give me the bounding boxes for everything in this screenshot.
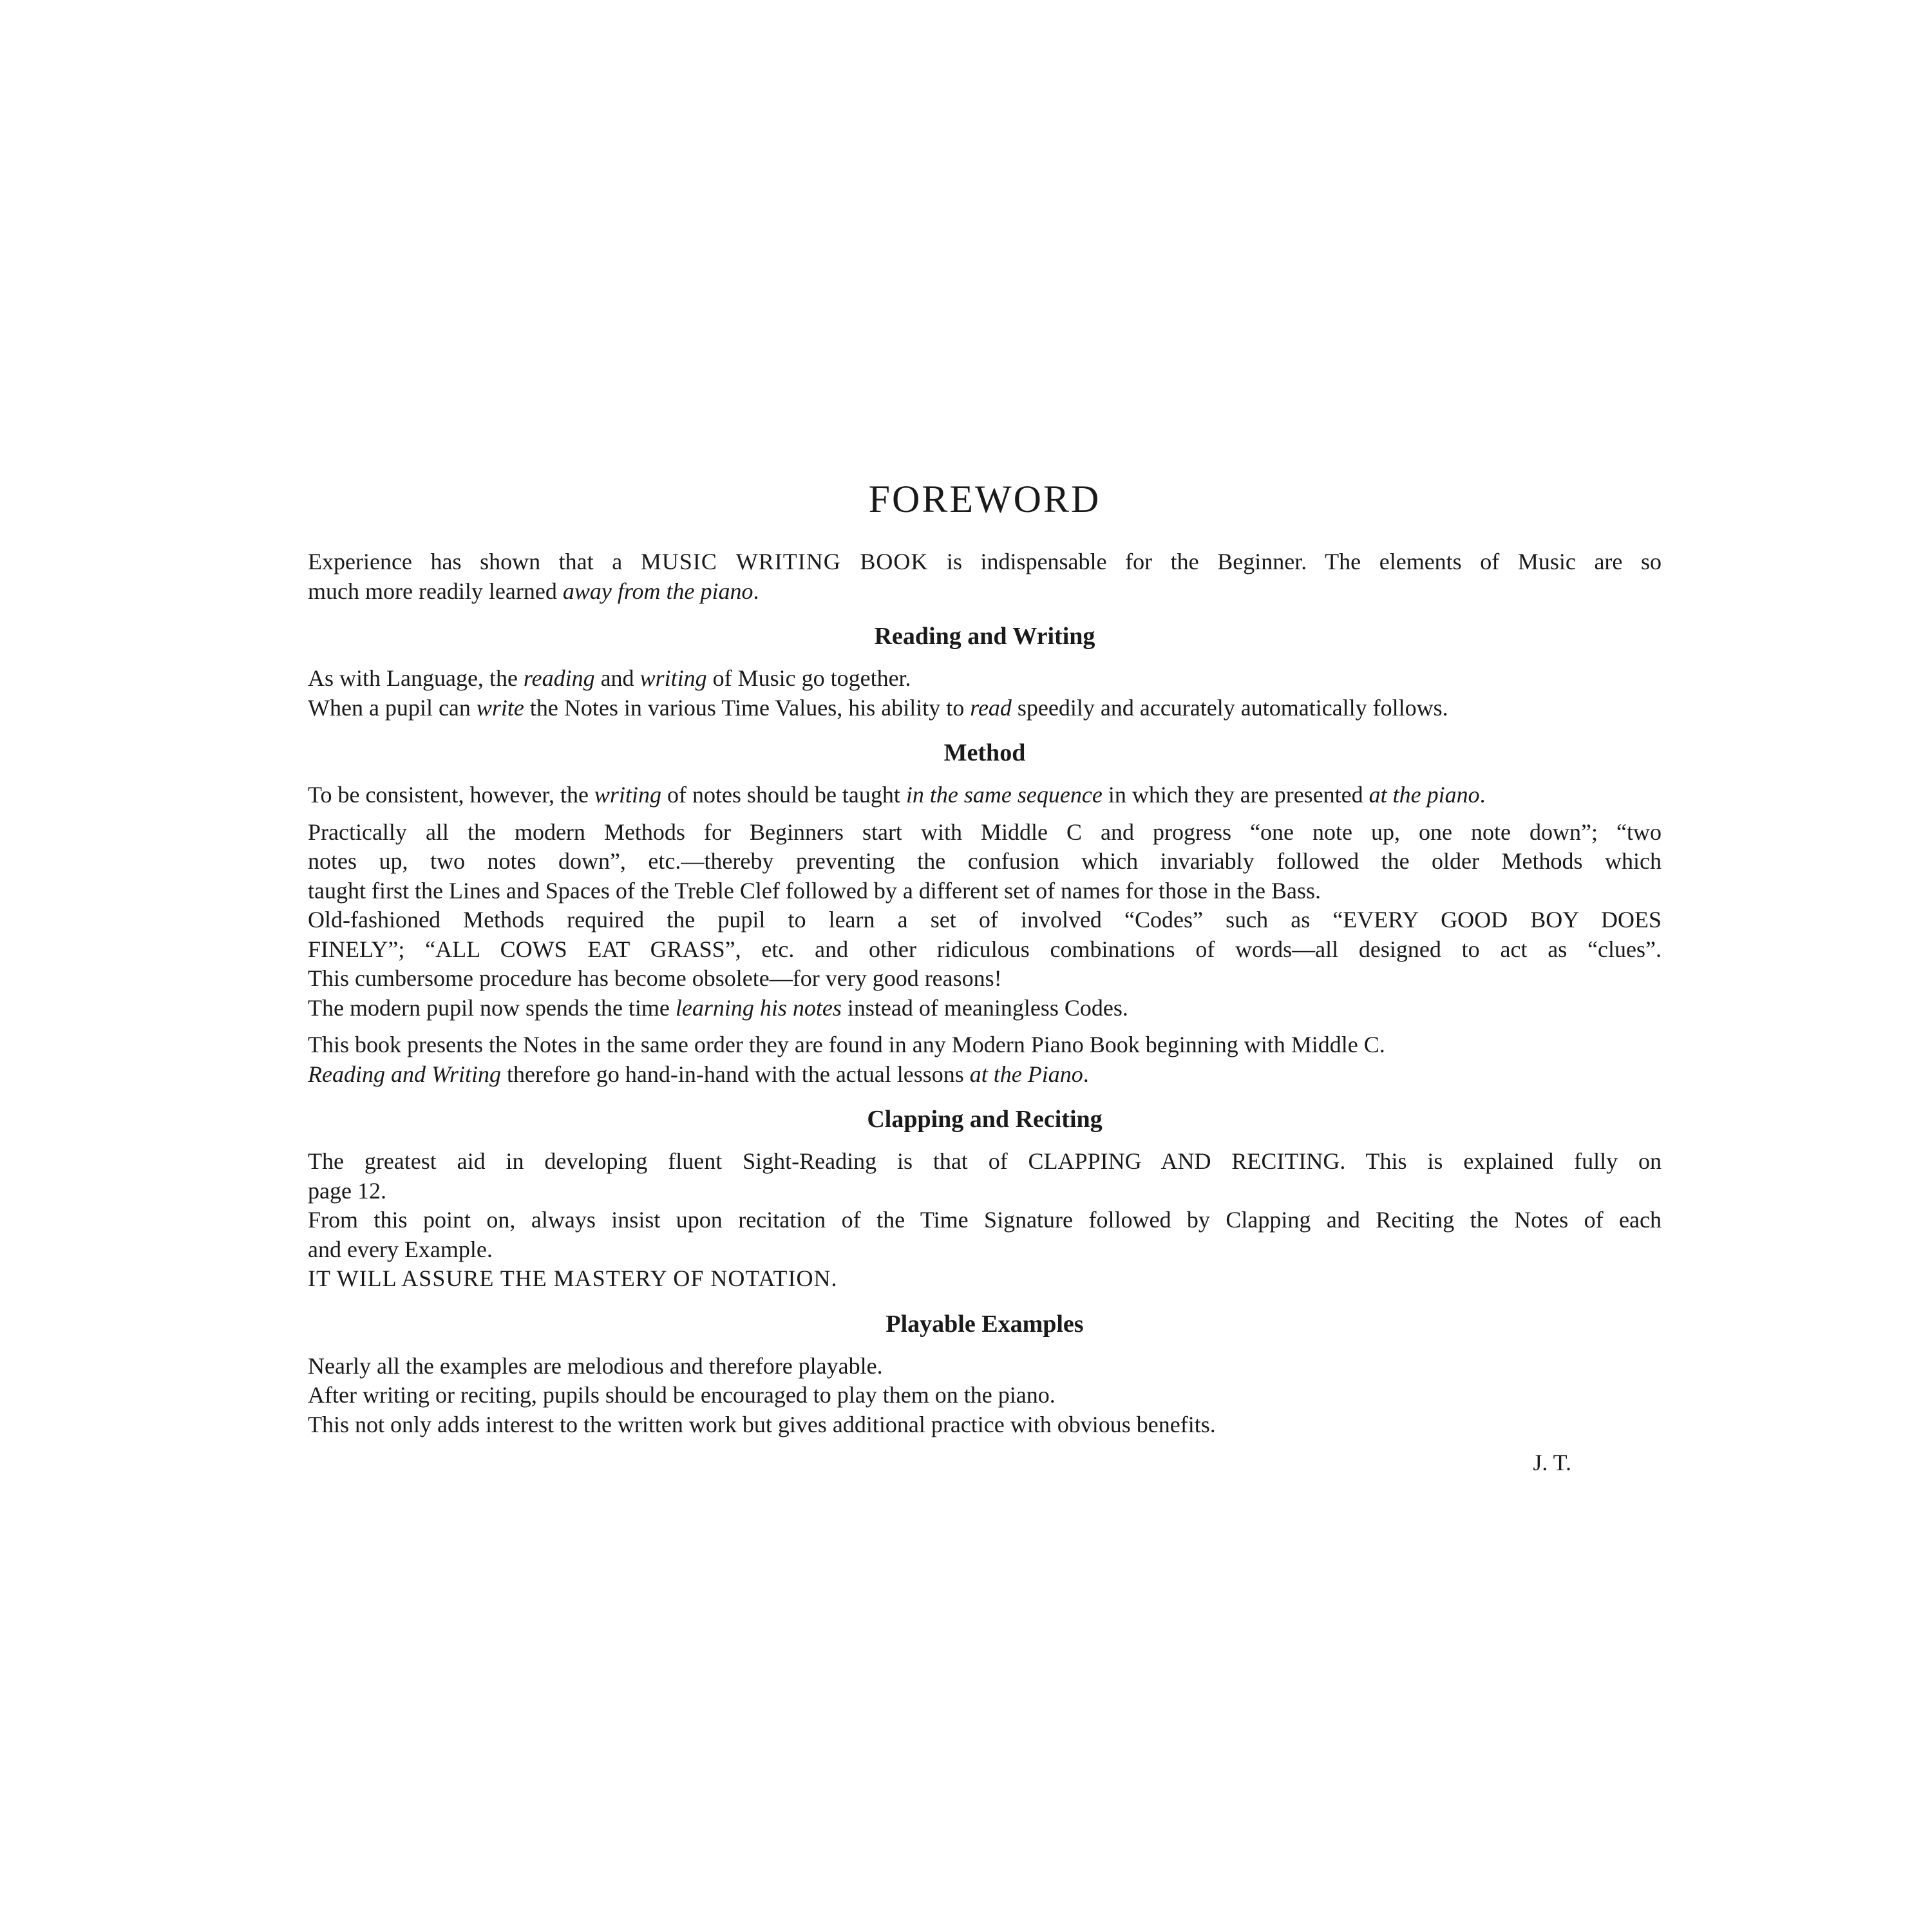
page-title: FOREWORD (868, 478, 1101, 520)
text-line: and every Example. (308, 1236, 493, 1262)
text-line: The greatest aid in developing fluent Sight-Reading is that of CLAPPING AND RECITING. This is explained fully on (308, 1148, 1662, 1174)
text-run: and (594, 665, 640, 691)
text-run: As with Language, the (308, 665, 524, 691)
text-run: of notes should be taught (661, 782, 906, 808)
text-run: When a pupil can (308, 694, 477, 721)
text-line: taught first the Lines and Spaces of the Treble Clef followed by a different set of names for those in the Bass. (308, 877, 1321, 904)
text-run-italic: at the Piano (969, 1061, 1083, 1087)
playable-paragraph (308, 1352, 1662, 1440)
intro-paragraph (308, 547, 1662, 606)
text-line (308, 994, 1662, 1023)
text-run: much more readily learned (308, 578, 563, 604)
text-run: MUSIC WRITING BOOK (640, 549, 929, 574)
text-run: speedily and accurately automatically follows. (1011, 694, 1448, 721)
text-line (308, 577, 1662, 607)
text-run: . (1083, 1061, 1089, 1087)
text-run: . (753, 578, 759, 604)
text-run: instead of meaningless Codes. (841, 994, 1128, 1021)
text-line: IT WILL ASSURE THE MASTERY OF NOTATION. (308, 1265, 838, 1291)
text-line (308, 664, 1662, 694)
text-run: is indispensable for the Beginner. The elements of Music are so (928, 549, 1662, 574)
text-line (308, 1060, 1662, 1090)
text-line (308, 694, 1662, 723)
text-line: This cumbersome procedure has become obsolete—for very good reasons! (308, 965, 1002, 991)
text-line: Practically all the modern Methods for Beginners start with Middle C and progress “one note up, one note down”; “two (308, 819, 1662, 845)
section-heading-method: Method (943, 739, 1026, 766)
text-line: This not only adds interest to the written work but gives additional practice with obvious benefits. (308, 1411, 1216, 1437)
text-run-italic: reading (523, 665, 595, 691)
reading-writing-paragraph (308, 664, 1662, 723)
clapping-paragraph (308, 1147, 1662, 1294)
text-line: Old-fashioned Methods required the pupil to learn a set of involved “Codes” such as “EVERY GOOD BOY DOES (308, 907, 1662, 933)
section-heading-reading-writing: Reading and Writing (874, 623, 1095, 650)
text-run-italic: writing (639, 665, 707, 691)
foreword-page (308, 477, 1662, 1478)
text-line: Nearly all the examples are melodious and therefore playable. (308, 1352, 883, 1379)
text-line: FINELY”; “ALL COWS EAT GRASS”, etc. and other ridiculous combinations of words—all designed to act as “clues”. (308, 936, 1662, 962)
text-run-italic: writing (594, 782, 661, 808)
section-heading-playable-examples: Playable Examples (886, 1310, 1084, 1338)
text-line: From this point on, always insist upon recitation of the Time Signature followed by Clapping and Reciting the Notes of each (308, 1207, 1662, 1233)
text-run-italic: write (476, 694, 524, 721)
text-run: in which they are presented (1102, 782, 1369, 808)
text-run: To be consistent, however, the (308, 782, 594, 808)
text-line: After writing or reciting, pupils should be encouraged to play them on the piano. (308, 1382, 1056, 1408)
text-line: notes up, two notes down”, etc.—thereby preventing the confusion which invariably followed the older Methods which (308, 848, 1662, 874)
text-line: This book presents the Notes in the same order they are found in any Modern Piano Book beginning with Middle C. (308, 1032, 1385, 1057)
text-run: The modern pupil now spends the time (308, 994, 676, 1021)
text-run-italic: at the piano (1368, 782, 1480, 808)
method-paragraph-3 (308, 1030, 1662, 1089)
text-line: page 12. (308, 1177, 386, 1204)
method-paragraph-2 (308, 818, 1662, 1023)
text-run: . (1479, 782, 1486, 808)
section-heading-clapping-reciting: Clapping and Reciting (867, 1106, 1103, 1133)
text-run-italic: in the same sequence (905, 782, 1103, 808)
signature: J. T. (1533, 1450, 1571, 1475)
text-run-italic: learning his notes (675, 994, 842, 1021)
text-run: therefore go hand-in-hand with the actual lessons (501, 1061, 970, 1087)
text-run: Experience has shown that a (308, 549, 641, 574)
text-run: the Notes in various Time Values, his ability to (524, 694, 971, 721)
text-run-italic: Reading and Writing (308, 1061, 501, 1087)
method-paragraph-1 (308, 781, 1662, 810)
text-run-italic: away from the piano (562, 578, 753, 604)
text-line (308, 547, 1662, 577)
text-line (308, 781, 1662, 810)
text-run-italic: read (970, 694, 1012, 721)
text-run: of Music go together. (706, 665, 911, 691)
